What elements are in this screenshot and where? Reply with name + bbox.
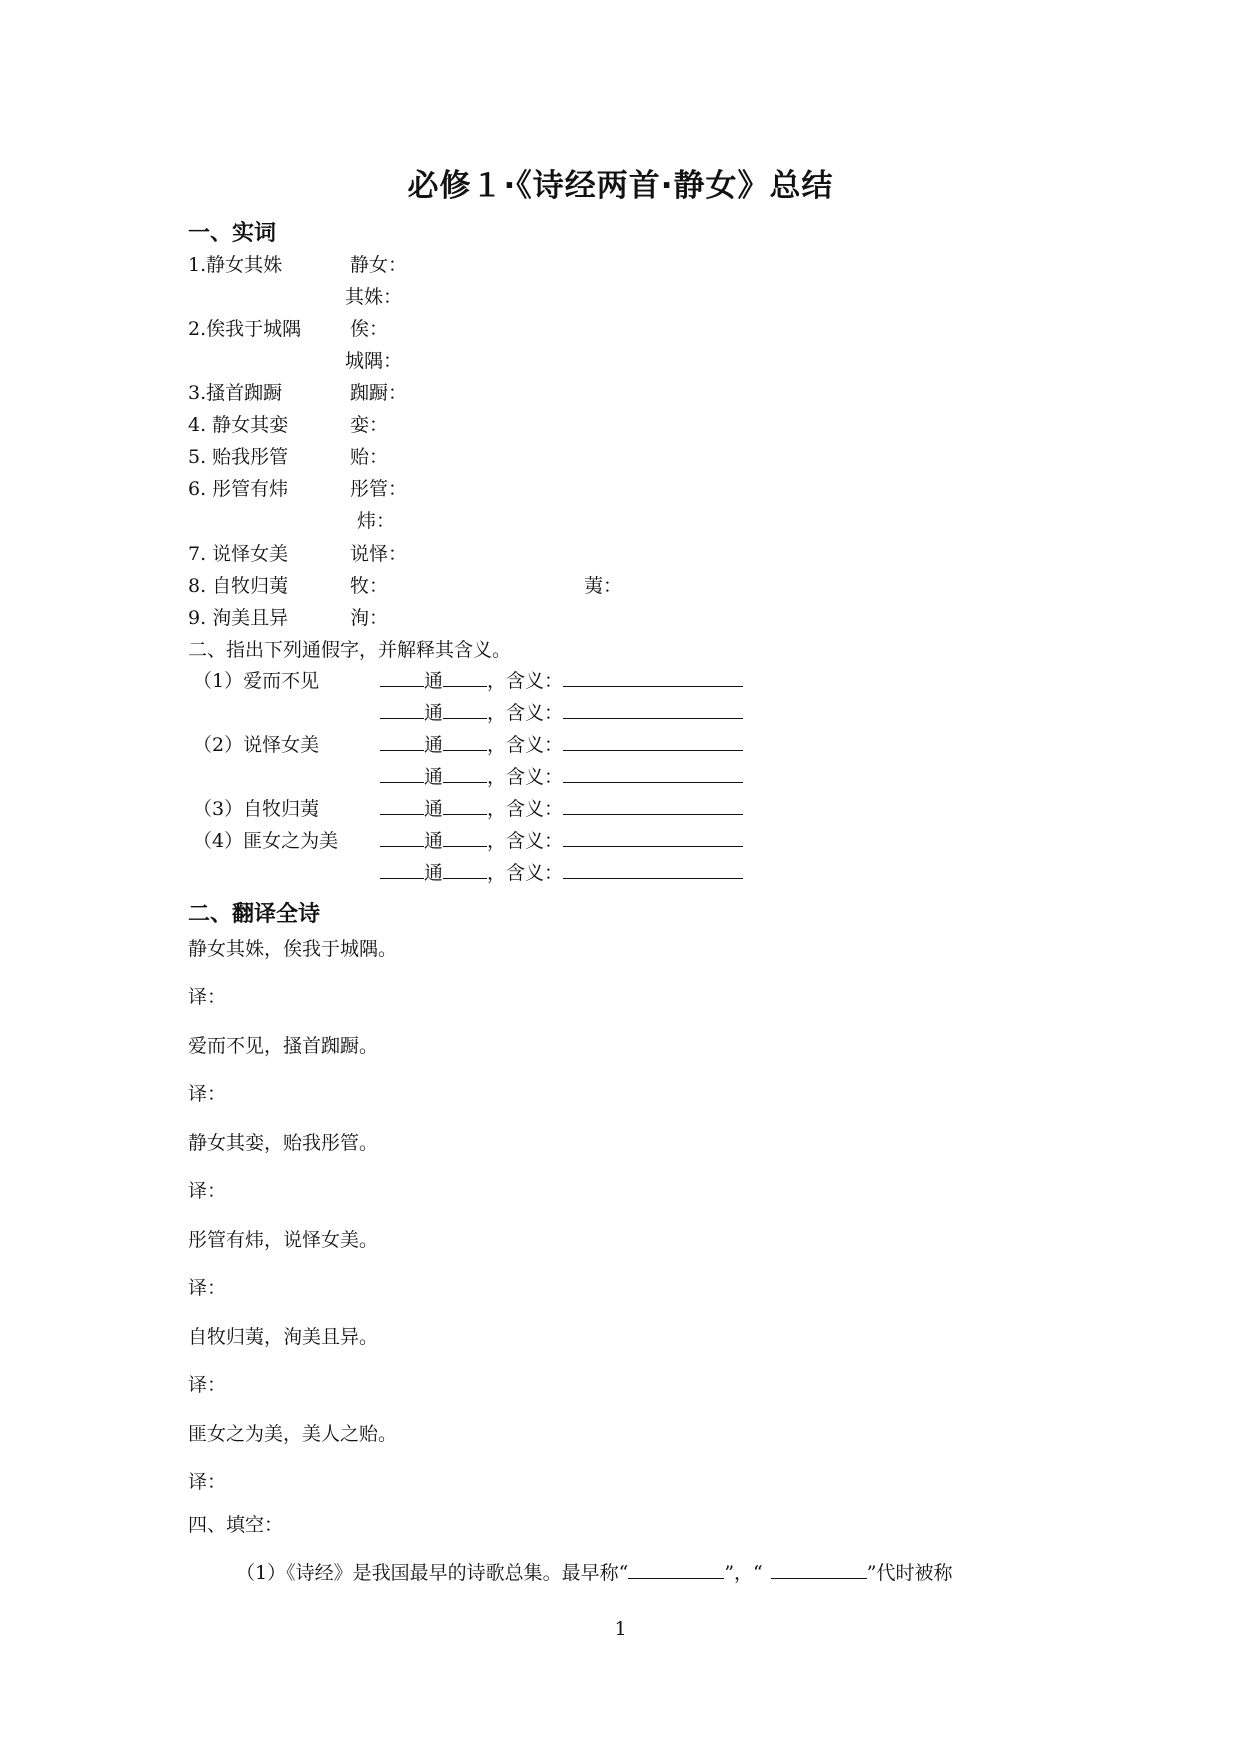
- translation-label: 译：: [188, 1180, 227, 1202]
- meaning-label: ，含义：: [487, 734, 564, 756]
- shici-term: 城隅：: [345, 350, 403, 372]
- poem-line: 静女其姝，俟我于城隅。: [188, 938, 398, 960]
- shici-term: 彤管：: [350, 478, 408, 500]
- tongjia-answer-line: [380, 732, 743, 758]
- tongjia-blank[interactable]: [443, 764, 487, 783]
- translation-label: 译：: [188, 1277, 227, 1299]
- shici-term: 炜：: [357, 510, 396, 532]
- shici-question: 3.搔首踟蹰: [188, 382, 283, 404]
- tong-label: 通: [424, 766, 444, 788]
- tongjia-blank[interactable]: [443, 668, 487, 687]
- fill-blank[interactable]: [628, 1560, 724, 1579]
- shici-term: 静女：: [350, 254, 408, 276]
- tongjia-blank[interactable]: [443, 700, 487, 719]
- shici-question: 8. 自牧归荑: [188, 575, 289, 597]
- shici-question: 6. 彤管有炜: [188, 478, 289, 500]
- poem-line: 匪女之为美，美人之贻。: [188, 1423, 398, 1445]
- section-heading-translate: 二、翻译全诗: [188, 902, 321, 927]
- tongjia-label: （4）匪女之为美: [193, 830, 339, 852]
- tongjia-answer-line: [380, 668, 743, 694]
- tongjia-blank[interactable]: [443, 732, 487, 751]
- shici-question: 1.静女其姝: [188, 254, 283, 276]
- tongjia-blank[interactable]: [380, 764, 424, 783]
- tongjia-answer-line: [380, 828, 743, 854]
- shici-question: 2.俟我于城隅: [188, 318, 302, 340]
- section-heading-fill: 四、填空：: [188, 1514, 284, 1536]
- poem-line: 爱而不见，搔首踟蹰。: [188, 1035, 379, 1057]
- tongjia-blank[interactable]: [380, 796, 424, 815]
- shici-term: 洵：: [350, 607, 389, 629]
- translation-label: 译：: [188, 986, 227, 1008]
- tongjia-answer-line: [380, 764, 743, 790]
- tongjia-blank[interactable]: [443, 828, 487, 847]
- fill-blank[interactable]: [771, 1560, 867, 1579]
- tongjia-blank[interactable]: [380, 828, 424, 847]
- meaning-label: ，含义：: [487, 766, 564, 788]
- tongjia-blank[interactable]: [380, 860, 424, 879]
- meaning-label: ，含义：: [487, 830, 564, 852]
- meaning-blank[interactable]: [563, 700, 743, 719]
- page-number: 1: [614, 1618, 627, 1640]
- shici-term: 俟：: [350, 318, 389, 340]
- poem-line: 静女其娈，贻我彤管。: [188, 1132, 379, 1154]
- shici-question: 4. 静女其娈: [188, 414, 289, 436]
- tongjia-blank[interactable]: [380, 668, 424, 687]
- poem-line: 彤管有炜，说怿女美。: [188, 1229, 379, 1251]
- fill-q1-prefix: （1）《诗经》是我国最早的诗歌总集。最早称“: [236, 1562, 629, 1584]
- tong-label: 通: [424, 830, 444, 852]
- meaning-label: ，含义：: [487, 670, 564, 692]
- meaning-blank[interactable]: [563, 668, 743, 687]
- poem-line: 自牧归荑，洵美且异。: [188, 1326, 379, 1348]
- shici-term: 贻：: [350, 446, 389, 468]
- meaning-blank[interactable]: [563, 732, 743, 751]
- shici-term: 牧：: [350, 575, 389, 597]
- tongjia-label: （2）说怿女美: [193, 734, 320, 756]
- shici-question: 9. 洵美且异: [188, 607, 289, 629]
- section-heading-tongjia: 二、指出下列通假字，并解释其含义。: [188, 639, 512, 661]
- tongjia-blank[interactable]: [443, 796, 487, 815]
- shici-question: 7. 说怿女美: [188, 543, 289, 565]
- tong-label: 通: [424, 734, 444, 756]
- section-heading-shici: 一、实词: [188, 221, 277, 246]
- tongjia-label: （3）自牧归荑: [193, 798, 320, 820]
- tongjia-answer-line: [380, 860, 743, 886]
- fill-q1-suffix: ”代时被称: [866, 1562, 953, 1584]
- fill-question-1: [236, 1560, 952, 1586]
- translation-label: 译：: [188, 1471, 227, 1493]
- meaning-blank[interactable]: [563, 860, 743, 879]
- tong-label: 通: [424, 670, 444, 692]
- tong-label: 通: [424, 798, 444, 820]
- tongjia-blank[interactable]: [380, 700, 424, 719]
- tongjia-answer-line: [380, 700, 743, 726]
- tongjia-blank[interactable]: [443, 860, 487, 879]
- tong-label: 通: [424, 862, 444, 884]
- shici-term: 踟蹰：: [350, 382, 408, 404]
- meaning-label: ，含义：: [487, 702, 564, 724]
- meaning-label: ，含义：: [487, 862, 564, 884]
- meaning-blank[interactable]: [563, 796, 743, 815]
- tongjia-label: （1）爱而不见: [193, 670, 320, 692]
- meaning-blank[interactable]: [563, 828, 743, 847]
- shici-term: 荑：: [584, 575, 623, 597]
- tongjia-blank[interactable]: [380, 732, 424, 751]
- shici-term: 说怿：: [350, 543, 408, 565]
- translation-label: 译：: [188, 1083, 227, 1105]
- meaning-label: ，含义：: [487, 798, 564, 820]
- shici-term: 其姝：: [345, 286, 403, 308]
- shici-term: 娈：: [350, 414, 389, 436]
- tong-label: 通: [424, 702, 444, 724]
- translation-label: 译：: [188, 1374, 227, 1396]
- page-title: 必修１·《诗经两首·静女》总结: [407, 168, 834, 204]
- meaning-blank[interactable]: [563, 764, 743, 783]
- tongjia-answer-line: [380, 796, 743, 822]
- fill-q1-mid: ”，“: [724, 1562, 763, 1584]
- shici-question: 5. 贻我彤管: [188, 446, 289, 468]
